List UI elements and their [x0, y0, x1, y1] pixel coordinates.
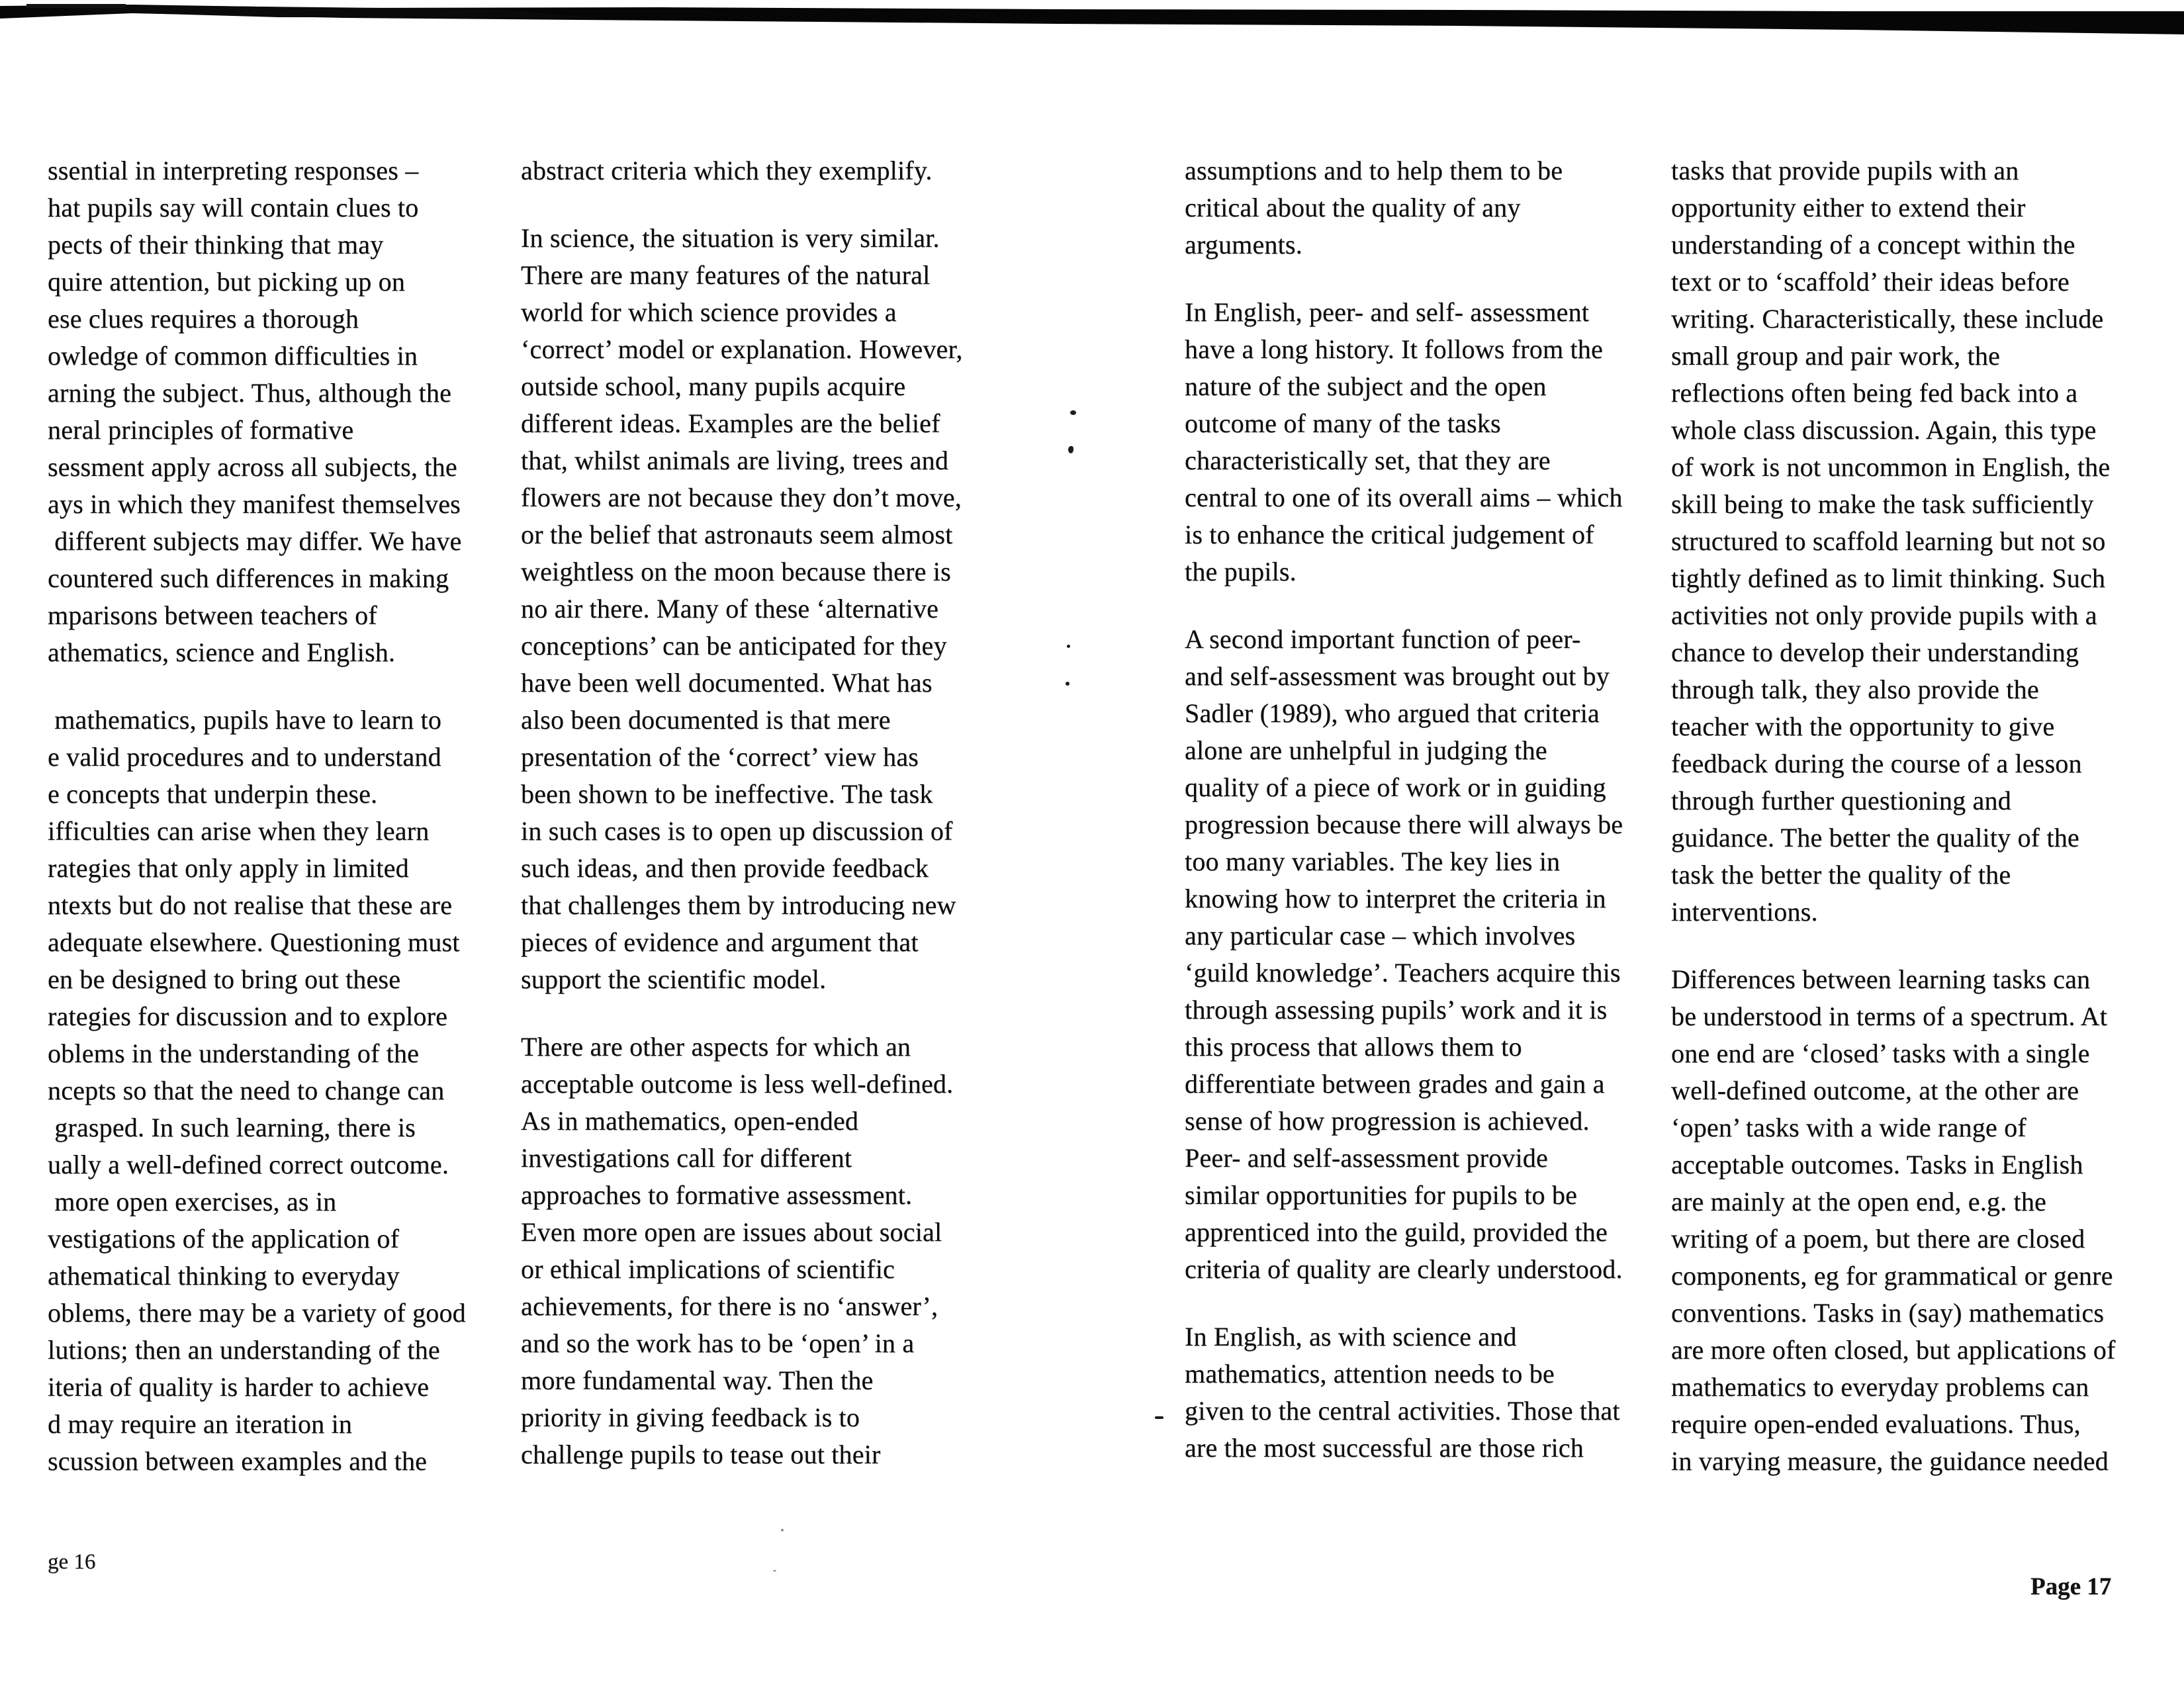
- text-line: that, whilst animals are living, trees and: [521, 445, 949, 475]
- text-line: opportunity either to extend their: [1671, 193, 2026, 222]
- scan-speck: [1068, 446, 1073, 453]
- text-line: central to one of its overall aims – which: [1185, 482, 1623, 512]
- text-line: [521, 998, 997, 1028]
- text-line: lutions; then an understanding of the: [48, 1335, 440, 1365]
- text-line: en be designed to bring out these: [48, 964, 401, 994]
- text-line: ually a well-defined correct outcome.: [48, 1150, 449, 1179]
- text-line: been shown to be ineffective. The task: [521, 779, 933, 809]
- text-line: through talk, they also provide the: [1671, 674, 2039, 704]
- text-line: [1185, 263, 1661, 294]
- text-line: As in mathematics, open-ended: [521, 1106, 859, 1136]
- scan-edge-artifact: [0, 0, 2184, 53]
- text-line: knowing how to interpret the criteria in: [1185, 884, 1606, 913]
- text-line: e valid procedures and to understand: [48, 742, 441, 772]
- text-line: challenge pupils to tease out their: [521, 1439, 881, 1469]
- text-line: criteria of quality are clearly understood.: [1185, 1254, 1623, 1284]
- text-line: grasped. In such learning, there is: [48, 1113, 416, 1142]
- text-line: understanding of a concept within the: [1671, 230, 2075, 259]
- text-line: and self-assessment was brought out by: [1185, 661, 1610, 691]
- text-line: Even more open are issues about social: [521, 1217, 942, 1247]
- text-line: well-defined outcome, at the other are: [1671, 1075, 2079, 1105]
- text-line: assumptions and to help them to be: [1185, 156, 1563, 185]
- text-line: this process that allows them to: [1185, 1032, 1522, 1062]
- text-column-1: [48, 152, 518, 1480]
- text-line: outside school, many pupils acquire: [521, 371, 906, 401]
- text-line: in such cases is to open up discussion of: [521, 816, 953, 846]
- text-line: also been documented is that mere: [521, 705, 891, 735]
- text-line: reflections often being fed back into a: [1671, 378, 2078, 408]
- text-line: teacher with the opportunity to give: [1671, 711, 2055, 741]
- text-line: text or to ‘scaffold’ their ideas before: [1671, 267, 2070, 296]
- text-line: Differences between learning tasks can: [1671, 964, 2091, 994]
- text-line: ifficulties can arise when they learn: [48, 816, 430, 846]
- text-line: of work is not uncommon in English, the: [1671, 452, 2111, 482]
- text-line: given to the central activities. Those that: [1185, 1396, 1620, 1426]
- text-line: guidance. The better the quality of the: [1671, 823, 2079, 852]
- text-line: support the scientific model.: [521, 964, 827, 994]
- text-line: d may require an iteration in: [48, 1409, 353, 1439]
- text-line: similar opportunities for pupils to be: [1185, 1180, 1578, 1210]
- text-line: the pupils.: [1185, 557, 1297, 586]
- text-line: pects of their thinking that may: [48, 230, 384, 259]
- text-line: one end are ‘closed’ tasks with a single: [1671, 1038, 2090, 1068]
- text-line: ese clues requires a thorough: [48, 304, 359, 334]
- text-line: ssential in interpreting responses –: [48, 156, 419, 185]
- text-line: countered such differences in making: [48, 563, 449, 593]
- text-line: are the most successful are those rich: [1185, 1433, 1584, 1463]
- text-line: ‘correct’ model or explanation. However,: [521, 334, 963, 364]
- text-line: quality of a piece of work or in guiding: [1185, 772, 1606, 802]
- text-line: different subjects may differ. We have: [48, 526, 462, 556]
- scan-speck: [1066, 682, 1069, 686]
- text-line: ntexts but do not realise that these are: [48, 890, 453, 920]
- text-line: progression because there will always be: [1185, 809, 1623, 839]
- text-line: arguments.: [1185, 230, 1302, 259]
- text-line: structured to scaffold learning but not so: [1671, 526, 2106, 556]
- text-line: sessment apply across all subjects, the: [48, 452, 457, 482]
- text-line: rategies for discussion and to explore: [48, 1001, 448, 1031]
- text-line: mathematics to everyday problems can: [1671, 1372, 2089, 1402]
- text-line: be understood in terms of a spectrum. At: [1671, 1001, 2107, 1031]
- text-line: small group and pair work, the: [1671, 341, 2000, 371]
- text-line: [1185, 590, 1661, 621]
- text-line: arning the subject. Thus, although the: [48, 378, 452, 408]
- text-line: mathematics, attention needs to be: [1185, 1359, 1555, 1389]
- text-line: outcome of many of the tasks: [1185, 408, 1501, 438]
- text-line: apprenticed into the guild, provided the: [1185, 1217, 1608, 1247]
- text-line: e concepts that underpin these.: [48, 779, 378, 809]
- text-line: neral principles of formative: [48, 415, 354, 445]
- text-line: conventions. Tasks in (say) mathematics: [1671, 1298, 2105, 1328]
- scan-speck: [1067, 645, 1070, 648]
- text-line: differentiate between grades and gain a: [1185, 1069, 1605, 1099]
- text-line: pieces of evidence and argument that: [521, 927, 919, 957]
- text-line: iteria of quality is harder to achieve: [48, 1372, 430, 1402]
- scan-speck: [1155, 1416, 1163, 1419]
- text-line: athematics, science and English.: [48, 637, 396, 667]
- text-line: acceptable outcomes. Tasks in English: [1671, 1150, 2083, 1179]
- text-line: ‘open’ tasks with a wide range of: [1671, 1113, 2026, 1142]
- text-line: are mainly at the open end, e.g. the: [1671, 1187, 2046, 1216]
- text-line: scussion between examples and the: [48, 1446, 428, 1476]
- text-line: through assessing pupils’ work and it is: [1185, 995, 1608, 1025]
- text-line: critical about the quality of any: [1185, 193, 1521, 222]
- text-line: conceptions’ can be anticipated for they: [521, 631, 947, 661]
- text-line: tasks that provide pupils with an: [1671, 156, 2019, 185]
- text-line: mathematics, pupils have to learn to: [48, 705, 442, 735]
- text-line: ncepts so that the need to change can: [48, 1075, 445, 1105]
- text-line: feedback during the course of a lesson: [1671, 749, 2082, 778]
- text-line: are more often closed, but applications of: [1671, 1335, 2116, 1365]
- text-line: activities not only provide pupils with a: [1671, 600, 2097, 630]
- text-line: oblems in the understanding of the: [48, 1038, 420, 1068]
- text-line: nature of the subject and the open: [1185, 371, 1547, 401]
- text-line: There are other aspects for which an: [521, 1032, 911, 1062]
- text-line: different ideas. Examples are the belief: [521, 408, 940, 438]
- text-line: components, eg for grammatical or genre: [1671, 1261, 2113, 1291]
- text-line: writing of a poem, but there are closed: [1671, 1224, 2085, 1254]
- text-line: presentation of the ‘correct’ view has: [521, 742, 919, 772]
- text-line: hat pupils say will contain clues to: [48, 193, 419, 222]
- text-line: too many variables. The key lies in: [1185, 846, 1561, 876]
- text-line: acceptable outcome is less well-defined.: [521, 1069, 954, 1099]
- text-line: owledge of common difficulties in: [48, 341, 418, 371]
- text-line: no air there. Many of these ‘alternative: [521, 594, 939, 623]
- text-line: In science, the situation is very similar.: [521, 223, 940, 253]
- text-column-2: [521, 152, 997, 1473]
- page-number-right: Page 17: [2030, 1573, 2112, 1600]
- text-line: ays in which they manifest themselves: [48, 489, 461, 519]
- text-line: rategies that only apply in limited: [48, 853, 409, 883]
- text-line: quire attention, but picking up on: [48, 267, 406, 296]
- text-line: task the better the quality of the: [1671, 860, 2011, 889]
- text-line: or ethical implications of scientific: [521, 1254, 895, 1284]
- text-line: interventions.: [1671, 897, 1818, 927]
- text-line: athematical thinking to everyday: [48, 1261, 400, 1291]
- text-line: world for which science provides a: [521, 297, 897, 327]
- text-line: sense of how progression is achieved.: [1185, 1106, 1590, 1136]
- text-line: mparisons between teachers of: [48, 600, 377, 630]
- text-line: A second important function of peer-: [1185, 624, 1581, 654]
- text-line: oblems, there may be a variety of good: [48, 1298, 466, 1328]
- text-line: in varying measure, the guidance needed: [1671, 1446, 2109, 1476]
- text-line: vestigations of the application of: [48, 1224, 400, 1254]
- text-line: whole class discussion. Again, this type: [1671, 415, 2097, 445]
- page-number-left: ge 16: [48, 1550, 96, 1574]
- text-line: through further questioning and: [1671, 786, 2011, 815]
- text-line: In English, as with science and: [1185, 1322, 1517, 1351]
- text-line: chance to develop their understanding: [1671, 637, 2079, 667]
- text-line: writing. Characteristically, these include: [1671, 304, 2104, 334]
- text-line: weightless on the moon because there is: [521, 557, 951, 586]
- text-line: have been well documented. What has: [521, 668, 933, 698]
- text-line: such ideas, and then provide feedback: [521, 853, 929, 883]
- text-line: more fundamental way. Then the: [521, 1365, 874, 1395]
- text-line: tightly defined as to limit thinking. Such: [1671, 563, 2106, 593]
- text-line: Peer- and self-assessment provide: [1185, 1143, 1548, 1173]
- text-line: and so the work has to be ‘open’ in a: [521, 1328, 915, 1358]
- text-line: have a long history. It follows from the: [1185, 334, 1603, 364]
- text-line: any particular case – which involves: [1185, 921, 1576, 950]
- text-line: priority in giving feedback is to: [521, 1402, 860, 1432]
- text-line: abstract criteria which they exemplify.: [521, 156, 933, 185]
- text-line: Sadler (1989), who argued that criteria: [1185, 698, 1600, 728]
- text-line: flowers are not because they don’t move,: [521, 482, 962, 512]
- text-line: require open-ended evaluations. Thus,: [1671, 1409, 2081, 1439]
- text-line: that challenges them by introducing new: [521, 890, 956, 920]
- text-line: more open exercises, as in: [48, 1187, 337, 1216]
- text-line: adequate elsewhere. Questioning must: [48, 927, 460, 957]
- text-column-3: [1185, 152, 1661, 1467]
- text-column-4: [1671, 152, 2148, 1480]
- text-line: skill being to make the task sufficiently: [1671, 489, 2094, 519]
- text-line: or the belief that astronauts seem almost: [521, 520, 953, 549]
- text-line: characteristically set, that they are: [1185, 445, 1551, 475]
- text-line: investigations call for different: [521, 1143, 852, 1173]
- scan-speck: [781, 1529, 784, 1531]
- text-line: [521, 189, 997, 220]
- scan-speck: [773, 1570, 776, 1572]
- scan-speck: [1070, 410, 1076, 415]
- text-line: approaches to formative assessment.: [521, 1180, 913, 1210]
- text-line: [48, 671, 518, 702]
- text-line: alone are unhelpful in judging the: [1185, 735, 1547, 765]
- text-line: is to enhance the critical judgement of: [1185, 520, 1594, 549]
- text-line: [1671, 931, 2148, 961]
- text-line: achievements, for there is no ‘answer’,: [521, 1291, 938, 1321]
- text-line: [1185, 1288, 1661, 1318]
- text-line: ‘guild knowledge’. Teachers acquire this: [1185, 958, 1621, 987]
- text-line: There are many features of the natural: [521, 260, 931, 290]
- text-line: In English, peer- and self- assessment: [1185, 297, 1590, 327]
